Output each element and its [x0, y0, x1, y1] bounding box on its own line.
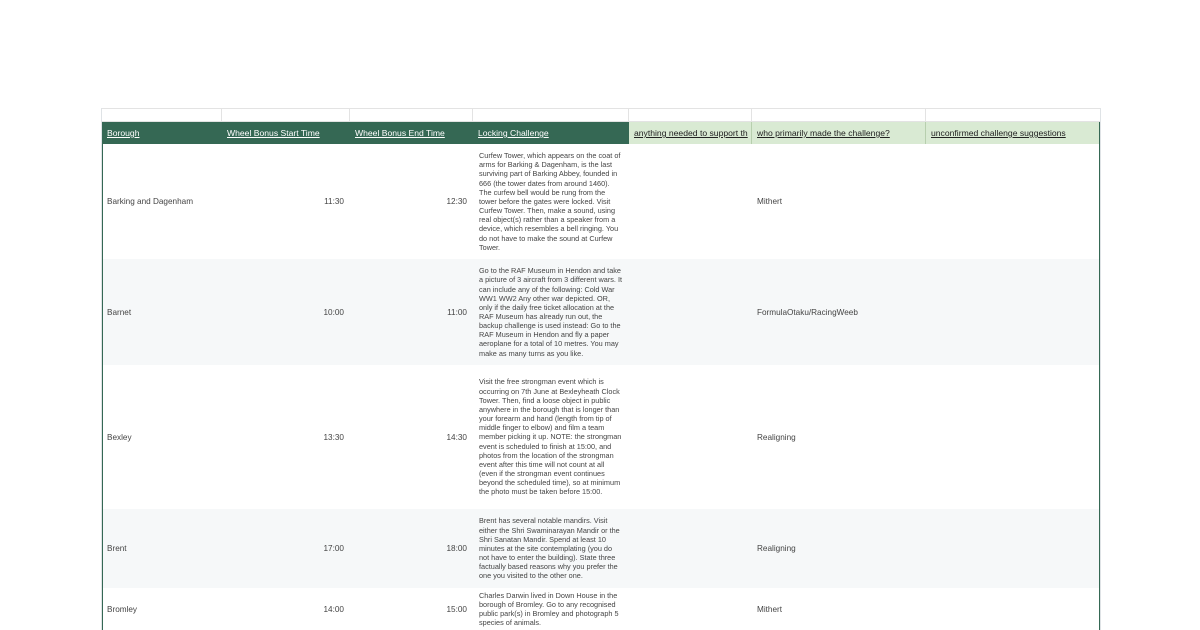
borough-cell[interactable]: Bromley — [107, 604, 138, 614]
empty-cell[interactable] — [102, 109, 222, 121]
borough-cell[interactable]: Barking and Dagenham — [107, 197, 194, 206]
support-cell[interactable] — [629, 144, 752, 259]
table-row — [102, 509, 1100, 588]
support-cell[interactable] — [629, 509, 752, 588]
end-time-cell[interactable]: 11:00 — [447, 307, 467, 317]
challenge-cell[interactable]: Curfew Tower, which appears on the coat of arms for Barking & Dagenham, is the last surviving part of Barking Abbey, founded in 666 (the tower dates from around 1460). The curfew bell would be rung from the tower before the gates were locked. Visit Curfew Tower. Then, make a sound, using real object(s) rather than a speaker from a device, which resembles a bell ringing. You do not have to make the sound at Curfew Tower. — [479, 151, 621, 252]
creator-cell[interactable]: Realigning — [757, 432, 796, 442]
start-time-cell[interactable]: 10:00 — [323, 307, 344, 317]
support-cell[interactable] — [629, 588, 752, 630]
suggestions-cell[interactable] — [926, 144, 1100, 259]
header-support-needed[interactable]: anything needed to support th — [629, 122, 752, 144]
challenge-cell[interactable]: Charles Darwin lived in Down House in the borough of Bromley. Go to any recognised public park(s) in Bromley and photograph 5 species of animals. — [479, 590, 619, 628]
start-time-cell[interactable]: 13:30 — [323, 432, 344, 442]
start-time-cell[interactable]: 14:00 — [323, 604, 344, 614]
support-cell[interactable] — [629, 365, 752, 509]
header-suggestions[interactable]: unconfirmed challenge suggestions — [926, 122, 1100, 144]
creator-cell[interactable]: FormulaOtaku/RacingWeeb — [757, 307, 858, 317]
suggestions-cell[interactable] — [926, 588, 1100, 630]
start-time-cell[interactable]: 11:30 — [324, 197, 344, 206]
header-creator[interactable]: who primarily made the challenge? — [752, 122, 926, 144]
header-start-time[interactable]: Wheel Bonus Start Time — [222, 122, 350, 144]
creator-cell[interactable]: Mithert — [757, 604, 783, 614]
header-borough[interactable]: Borough — [102, 122, 222, 144]
empty-cell[interactable] — [926, 109, 1100, 121]
sheet-left-border — [101, 122, 103, 630]
table-row — [102, 588, 1100, 630]
start-time-cell[interactable]: 17:00 — [323, 544, 344, 553]
end-time-cell[interactable]: 12:30 — [446, 197, 467, 206]
header-end-time[interactable]: Wheel Bonus End Time — [350, 122, 473, 144]
borough-cell[interactable]: Brent — [107, 544, 127, 553]
end-time-cell[interactable]: 15:00 — [446, 604, 467, 614]
empty-cell[interactable] — [629, 109, 752, 121]
creator-cell[interactable]: Realigning — [757, 544, 796, 553]
end-time-cell[interactable]: 14:30 — [446, 432, 467, 442]
table-body — [102, 144, 1100, 630]
table-row — [102, 259, 1100, 365]
end-time-cell[interactable]: 18:00 — [446, 544, 467, 553]
suggestions-cell[interactable] — [926, 259, 1100, 365]
table-row — [102, 144, 1100, 259]
empty-cell[interactable] — [473, 109, 629, 121]
challenge-cell[interactable]: Go to the RAF Museum in Hendon and take a picture of 3 aircraft from 3 different wars. It can include any of the following: Cold War WW1 WW2 Any other war depicted. OR, only if the daily free ticket allocation at the RAF Museum has already run out, the backup challenge is used instead: Go to the RAF Museum in Hendon and fly a paper aeroplane for a total of 10 metres. You may make as many turns as you like. — [479, 266, 623, 358]
header-row — [102, 122, 1100, 144]
challenge-cell[interactable]: Brent has several notable mandirs. Visit either the Shri Swaminarayan Mandir or the Shri Sanatan Mandir. Spend at least 10 minutes at the site contemplating (you do not have to enter the building). State three factually based reasons why you prefer the one you visited to the other one. — [479, 516, 620, 581]
empty-cell[interactable] — [752, 109, 926, 121]
table-row — [102, 365, 1100, 509]
challenge-cell[interactable]: Visit the free strongman event which is occurring on 7th June at Bexleyheath Clock Tower. Then, find a loose object in public anywhere in the borough that is longer than your forearm and hand (length from tip of middle finger to elbow) and film a team member picking it up. NOTE: the strongman event is scheduled to finish at 15:00, and photos from the location of the strongman event after this time will not count at all (even if the strongman event continues beyond the scheduled time), so at minimum the photo must be taken before 15:00. — [479, 377, 622, 497]
suggestions-cell[interactable] — [926, 509, 1100, 588]
borough-cell[interactable]: Barnet — [107, 307, 132, 317]
support-cell[interactable] — [629, 259, 752, 365]
empty-cell[interactable] — [350, 109, 473, 121]
creator-cell[interactable]: Mithert — [757, 197, 783, 206]
suggestions-cell[interactable] — [926, 365, 1100, 509]
borough-cell[interactable]: Bexley — [107, 432, 132, 442]
spreadsheet-grid — [101, 108, 1101, 630]
empty-top-row — [102, 108, 1100, 122]
header-locking-challenge[interactable]: Locking Challenge — [473, 122, 629, 144]
empty-cell[interactable] — [222, 109, 350, 121]
sheet-right-border — [1099, 122, 1101, 630]
